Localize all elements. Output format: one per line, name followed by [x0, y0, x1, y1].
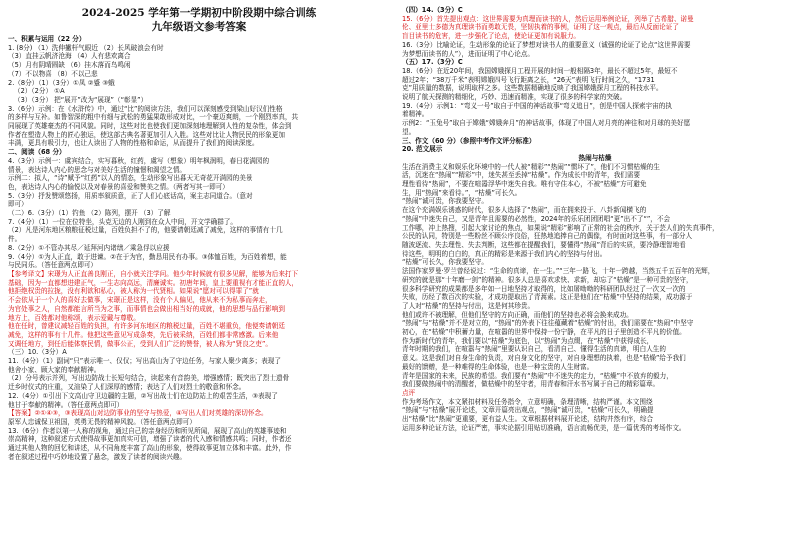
right-text-line: “热闹”与“枯燥”并不是对立的，“热闹”的外表下往往蕴藏着“枯燥”的付出，我们需要在“热闹”中坚守 [402, 319, 694, 328]
right-text-line: 伦、亚里士多德为真理读书而勇敢无畏，坚韧执着的事例，证明了这一观点，最后从反面论证了 [402, 23, 679, 32]
left-text-line: 即可） [8, 200, 28, 209]
right-text-line: 盲目读书的危害，进一步强化了论点，使论证更加有说服力。 [402, 32, 581, 41]
left-text-line: 二、阅读（68 分） [8, 148, 66, 157]
left-text-line: 作者在塑造人物上的匠心独运，使这部古典名著更加引人入胜。这些对比让人物民民的形象更加 [8, 130, 285, 139]
left-answers [8, 35, 390, 461]
right-text-line: 15.（6分）首先提出观点：这世界需要为真理而读书的人，然后运用举例论证，列举了古希腊、诺曼 [402, 14, 694, 23]
left-text-line: 同展现了英雄豪杰的不同风貌。同时，这些对比也使我们更加深刻地理解到人性的复杂性，体会到 [8, 122, 292, 131]
right-text-line: 运用多种论证方法，论证严密，事实论据引用贴切准确，语言流畅优美，是一篇优秀的考场作文。 [402, 423, 686, 432]
left-text-line: （二）6.（3分）（1）钓鱼 （2）陈列，摆开 （3）了解 [8, 209, 171, 218]
right-text-line: 作为新时代的青年，我们要以“枯燥”为底色，以“热闹”为点缀，在“枯燥”中获得成长， [402, 336, 654, 345]
left-text-line: 他舍小家、顾大家的奉献精神。 [8, 365, 101, 374]
left-text-line: 的多样与互补。如鲁智深的粗中有细与武松的勇猛果敢形成对比，一个豪迈爽朗，一个刚烈率真，共 [8, 113, 299, 122]
right-text-line: 说明了航天探测的精细化，巧妙、迅速而精准，实现了很多的科学家的突破。 [402, 93, 627, 102]
right-text-line: 我们要做热闹中的清醒者，做枯燥中的坚守者，用青春和汗水书写属于自己的精彩篇章。 [402, 380, 660, 389]
left-text-line: 他甘于奉献的精神。（答任意两点即可） [8, 400, 124, 409]
right-text-line: 20. 范文展示 [402, 145, 443, 154]
right-text-line: “热闹”诚可贵，你我要坚守。 [402, 197, 488, 206]
right-text-line: 示例2：“玉兔号”取自于嫦娥“嫦娥奔月”的神话故事，体现了中国人对月亮的神往和对月球的美好愿 [402, 119, 691, 128]
left-text-line: （7）不以物喜 （8）不以己悲 [8, 69, 98, 78]
document-title: 2024-2025 学年第一学期初中阶段期中综合训练 [81, 7, 317, 19]
left-text-line: 又调任地方，到任后能体察民情，做事公正，受到人们广泛的赞誉，被人称为“贤良之吏”。 [8, 339, 272, 348]
left-column [8, 6, 390, 461]
right-text-line: 青年时期的我们，在喧嚣与“热闹”里要认识自己，看清自己、懂得生活的真谛，明白人生的 [402, 345, 666, 354]
left-text-line: （2）（2分） ①A [14, 87, 65, 96]
left-text-line: 11.（4分）（1）副词“只”表示唯一、仅仅；写出高山为了守边任务，与家人聚少离多；表现了 [8, 357, 281, 366]
right-text-line: 点评 [402, 388, 416, 397]
right-text-line: 望。 [402, 127, 416, 136]
left-text-line: 地方上，百姓都对他称颂，表示爱戴与尊敬。 [8, 313, 140, 322]
right-text-line: 理性看待“热闹”，不要在喧嚣浮华中迷失自我。唯有守住本心，不被“枯燥”方可避免 [402, 180, 647, 189]
left-text-line: （3）直挂云帆济沧海 （4）人有悲欢离合 [8, 52, 131, 61]
left-text-line: 基础，因为一直都想进建正气，一生志向高远，清廉诚实。初唐年间，皇上要重视有才能正直的人， [8, 278, 299, 287]
right-text-line: 他们或许不被理解，但他们坚守的方向正确，而他们的坚持也必将会换来成功。 [402, 310, 633, 319]
left-text-line: 与民同乐。（答任意两点即可） [8, 261, 98, 270]
right-text-line: 法国作家罗曼·罗兰曾经说过：“生命的真谛，在一生。”“三年一路飞，十年一跨越，当然五千五百年的光辉， [402, 267, 715, 276]
right-text-line: 生活在消费主义和娱乐化环境中的一代人被“精彩”“热闹”“惯坏了”，他们不习惯枯燥的生 [402, 162, 660, 171]
left-text-line: （3）（3分） 把“展开”改为“展现”（“彰显”） [14, 95, 148, 104]
right-text-line: 失败，历经了数百次的实验，才成功提取出了青蒿素。这正是他们在“枯燥”中坚持的结果，成功源于 [402, 293, 693, 302]
right-column [402, 6, 788, 432]
right-text-line: 初心，在“枯燥”中积蓄力量，在喧嚣的世界中保持一份宁静，在平凡的日子里创造不平凡的价值。 [402, 328, 686, 337]
right-text-line: 工作哪，冲上热搜，引起大家讨论的焦点，如果说“精彩”影响了正常的社会的秩序，关于芸人们的失真事件， [402, 223, 719, 232]
left-text-line: 4.（3分）示例一：虞宾结合，实写暮秋，红药，虞写（想象）明年枫润明，春日花满园的 [8, 156, 270, 165]
right-text-line: 了人对“枯燥”的坚持与付出，这是何其珍贵。 [402, 301, 535, 310]
right-text-line: 在这个充满娱乐诱惑的时代，很多人选择了“热闹”，而在拥来投于、八卦新闻横飞的 [402, 206, 647, 215]
left-text-line: 丰满，更具有吸引力，也让人读出了人物的性格和命运，从而提升了我们的阅读深度。 [8, 139, 259, 148]
right-text-line: 研究的就是那“十年磨一剑”的精神。很多人总是喜欢求快、求新，却忘了“枯燥”是一种可贵的坚守， [402, 275, 693, 284]
left-text-line: 13.（6分）作者以第一人称的视角，通过自己的亲身经历和所见所闻，展现了高山的英雄事迹和 [8, 426, 287, 435]
left-text-line: 减免，这样的事有十几件。他把这些意见写成条奏，先后被采纳，百姓们都非常感激。后来他 [8, 330, 279, 339]
left-text-line: 为官处事之人，自然都能言所当为之事，而事情也会做出相当好的成就，他的思想与品行影响到 [8, 304, 285, 313]
document-subtitle: 九年级语文参考答案 [151, 21, 247, 33]
left-text-line: 【答案】②①④③，③表现高山对边防事业的坚守与热爱，④写出人们对英雄的深切怀念。 [8, 409, 268, 418]
right-text-line: 出“枯燥”比“热闹”更重要，更有益人生。文章根据材料展开论述，结构井然有序，综合 [402, 415, 654, 424]
right-text-line: 超过2年；“38万千米”表明嫦娥四号飞行距离之长，“26天”表明飞行时间之久，“1731 [402, 75, 655, 84]
left-text-line: 他拒绝权贵的拉拢，没有利欲和私心，被人称为一代贤相。如果说“愿对可以得罪了”就 [8, 287, 259, 296]
left-text-line: 【参考译文】宋璟为人正直善良刚正，自小就关注学问。他少年时候就有很多见解，能够为后来打下 [8, 269, 299, 278]
left-text-line: 不会依从于一个人的喜好去做事，宋璟正是这样，没有个人偏见，他从来不为私事而奔走， [8, 296, 272, 305]
right-text-line: 最好的馈赠，是一种难得的生命体验，也是一种宝贵的人生财富。 [402, 362, 594, 371]
right-answers [402, 6, 788, 432]
right-text-line: 很多科学研究的成果都是多年如一日地坚持才取得的，比如屠呦呦的科研团队经过了一次又一次的 [402, 284, 686, 293]
right-text-line: 随波逐流、失去理性、失去判断，这些都在提醒我们，要懂得“热闹”背后的实质，要冷静理智地看 [402, 240, 686, 249]
left-text-line: 3.（6分）示例：在《水浒传》中，通过“比”的阅读方法，我们可以深刻感受到梁山好汉们性格 [8, 104, 283, 113]
right-text-line: 待这些，明明的白白的，真正的精彩是来源于我们内心的坚持与付出。 [402, 249, 607, 258]
right-text-line: 作为考场作文，本文紧扣材料及任务指令，立意明确，条理清晰，结构严谨。本文围绕 [402, 397, 653, 406]
left-text-line: 原军人忠诚保卫祖国，英勇无畏的精神风貌。（答任意两点即可） [8, 417, 196, 426]
left-text-line: 他在任时，曾建议减轻百姓的负担，有许多河东地区的粮税过量，百姓不堪重负，他便奏请朝廷 [8, 322, 285, 331]
right-text-line: 青年是国家的未来，民族的希望。我们要有“热闹”中不迷失的定力，“枯燥”中不放弃的毅力， [402, 371, 673, 380]
right-text-line: 克”用质量的数据，说明取样之多。这些数据精确地反映了我国嫦娥探月工程的科技水平。 [402, 84, 663, 93]
right-text-line: 活，沉迷在“热闹”“精彩”中，迷失甚至丢掉“枯燥”。作为成长中的青年，我们需要 [402, 171, 641, 180]
left-text-line: 一、积累与运用（22 分） [8, 35, 86, 43]
left-text-line: 件。 [8, 235, 22, 244]
left-text-line: 2.（8分）（1）（3分）①凤 ②蹙 ③蛾 [8, 78, 115, 87]
left-text-line: 通过其他人物的回忆和讲述，从不同角度丰富了高山的形象，使得故事更加立体和丰富。此外，作 [8, 444, 292, 453]
right-text-line: “枯燥”可长久，你我要坚守。 [402, 258, 488, 267]
right-text-line: “热闹”中迷失自己，又是青年且需要的必然性，2024年的乐乐团团团唱“更”出不了“”，不会 [402, 214, 671, 223]
right-text-line: 18.（6分）在近20年间，我国嫦娥探月工程开展的时间一般相隔3年，最长不超过5年，最短不 [402, 66, 678, 75]
left-text-line: （三）10.（3分）A [8, 348, 67, 357]
left-text-line: 情景，表达诗人内心的思念与对美好生活的憧憬和渴望之情。 [8, 165, 187, 174]
left-text-line: 9.（4分）①为人正直，敢于进谏。②在于为官，勤恳用民有办事。③体恤百姓，为百姓着想，能 [8, 252, 287, 261]
left-text-line: 12.（4分）①引出下文高山守卫边疆的主题，②写出战士们在边防站上的艰苦生活，③表现了 [8, 391, 278, 400]
right-text-line: 为梦想而读书的人”），进而证明了中心论点。 [402, 49, 534, 58]
left-text-line: （2）分号表示并列，写出边防战士长短句结合，读起来有音韵美，增强感情；既突出了烈士遗骨 [8, 374, 290, 383]
left-text-line: 7.（4分）（1）一位在位特坐，头克无边的人刚到在众人中间，开文学确群了。 [8, 217, 237, 226]
left-text-line: 8.（2分）①不管办其尽／延拜河内诸缮／乘急俘以应援 [8, 243, 170, 252]
right-text-line: （五）17.（3分）C [402, 58, 463, 67]
left-text-line: 5.（3分）抒发赞颂悠扬，用质率叙质意，正了人们心底话高，案主志同道合。（意对 [8, 191, 253, 200]
right-text-line: 公民的认同，特别是一些粉丝不顾公序良俗，狂热地追捧自己的偶像，有时面对这些事，有一部分人 [402, 232, 693, 241]
right-text-line: 热闹与枯燥 [578, 153, 612, 162]
right-text-line: 16.（3分）比喻论证，生动形象的论证了梦想对读书人的重要意义（诚强的论证了论点“这世界需要 [402, 40, 691, 49]
right-text-line: 生，用“热闹”来看待。”，“枯燥”可长久。 [402, 188, 522, 197]
left-text-line: 色，表达诗人内心的愉悦以及对春景的喜爱和赞美之情。（两者写其一即可） [8, 182, 229, 191]
left-text-line: （5）月有阴晴圆缺 （6）挂木落而鸟鸣闲 [8, 61, 131, 70]
left-text-line: 崇高精神，这种叙述方式使得故事更加真实可信，增强了读者的代入感和情感共鸣；同时，作者还 [8, 435, 292, 444]
left-text-line: 1. (8分) （1）洗伸撇杆气眼近 （2）长风破浪会有时 [8, 43, 164, 52]
right-text-line: 三、作文（60 分）（参照中考作文评分标准） [402, 136, 536, 145]
left-text-line: （2）凡是河东地区粮粮征税过量，百姓负担不了的，他要请朝廷减了减免，这样的事情有十几 [8, 226, 283, 235]
left-text-line: 示例二：拟人，“诗”赋予“红药”以人的情态，生动形象写出暮天无奇花开满园的美景 [8, 174, 253, 183]
left-text-line: 者在叙述过程中巧妙地设置了悬念，激发了读者的阅读兴趣。 [8, 452, 187, 461]
left-text-line: 迁乡时仪式的庄重，又渲染了人们深厚的感情；表达了人们对烈士的敬意和怀念。 [8, 383, 246, 392]
right-text-line: （四）14.（3分）C [402, 6, 463, 14]
right-text-line: “热闹”与“枯燥”展开论述，文章开篇亮出观点，“热闹”诚可贵，“枯燥”可长久，明确提 [402, 406, 654, 415]
right-text-line: 19.（4分）示例1：“弯义一号”取自于中国的神话故事“弯义追日”，创是中国人探索宇宙的执 [402, 101, 672, 110]
right-text-line: 意义。这是我们对自身生命的负责，对自身文化的坚守，对自身理想的执着，也是“枯燥”给予我们 [402, 354, 686, 363]
right-text-line: 着精神。 [402, 110, 429, 119]
